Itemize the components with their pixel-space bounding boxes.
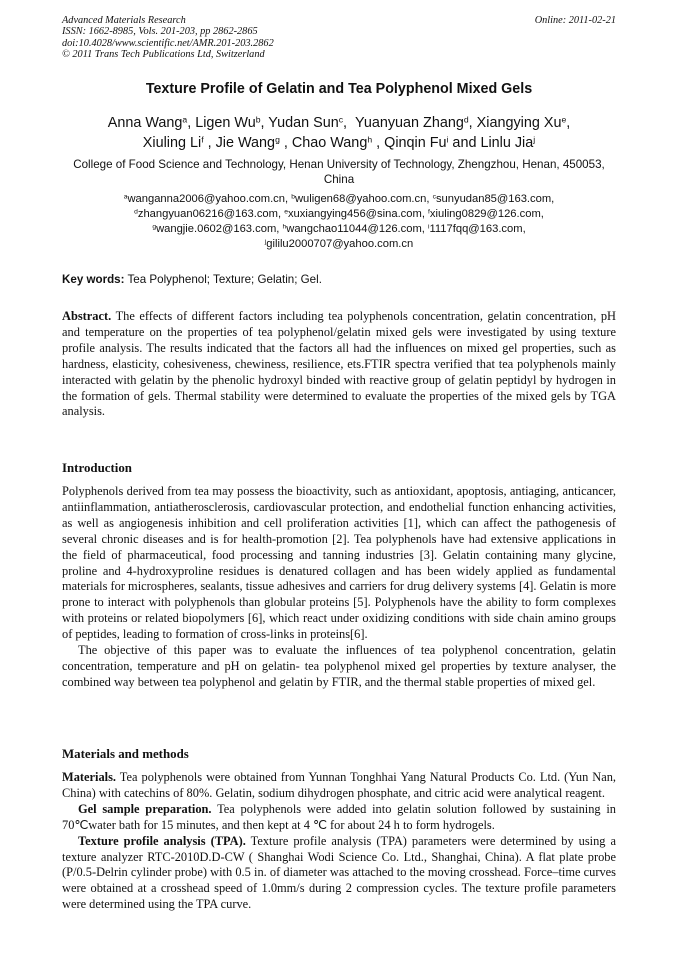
paragraph: Gel sample preparation. Tea polyphenols were added into gelatin solution followed by sustaining in 70℃water bath for 15 minutes, and then kept at 4 ℃ for about 24 h to form hydrogels. — [62, 801, 617, 832]
keywords-text: Tea Polyphenol; Texture; Gelatin; Gel. — [127, 273, 322, 286]
abstract-section — [62, 309, 616, 420]
abstract-text: The effects of different factors including tea polyphenols concentration, gelatin concentration, pH and temperature on the properties of tea polyphenol/gelatin mixed gels were investigated by using texture profile analysis. The results indicated that the factors all had the influences on mixed gel properties, such as hardness, elasticity, cohesiveness, chewiness, resilience, ets.FTIR spectra verified that tea polyphenols mainly interacted with gelatin by the phenolic hydroxyl binded with reactive group of gelatin peptidyl by hydrogen in the formation of gels. Thermal stability were determined to evaluate the properties of the mixed gels by TGA analysis. — [62, 309, 616, 419]
journal-name: Advanced Materials Research — [62, 15, 186, 26]
online-date: Online: 2011-02-21 — [534, 15, 616, 26]
keywords — [62, 273, 616, 286]
author: Chao Wang$^h$ , — [291, 134, 381, 151]
author: Jie Wang$^g$ , — [215, 134, 288, 151]
paragraph: Materials. Tea polyphenols were obtained from Yunnan Tonghhai Yang Natural Products Co. Ltd. (Yun Nan, China) with catechins of 80%. Gelatin, sodium dihydrogen phosphate, and citric acid were analytical reagent. — [62, 770, 617, 800]
publication-header — [62, 15, 616, 60]
paragraph: Polyphenols derived from tea may possess the bioactivity, such as antioxidant, apoptosis, antiaging, anticancer, antiinflammation, antiatherosclerosis, cardiovascular protection, and endothelial function enhancing activities, as well as angiogenesis inhibition and cell proliferation activities [1], which can affect the pathogenesis of several chronic diseases and is for health-promotion [2]. Tea polyphenols have had extensive applications in the field of pharmaceutical, food processing and tanning industries [3]. Gelatin containing many glycine, proline and 4-hydroxyproline residues is denatured collagen and has been widely applied as fundamental materials for microspheres, sealants, tissue adhesives and carriers for drug delivery systems [4]. Gelatin is more prone to interact with polyphenols than globular proteins [5]. Polyphenols have the ability to form complexes with proteins or related biopolymers [6], which react under oxidizing conditions with side chain amino groups of peptides, leading to formation of cross-links in proteins[6]. — [62, 484, 616, 642]
email: $^g$wangjie.0602@163.com, — [152, 222, 283, 235]
affiliation: College of Food Science and Technology, Henan University of Technology, Zhengzhou, Henan, 450053, China — [73, 158, 605, 186]
paragraph: The objective of this paper was to evaluate the influences of tea polyphenol concentration, gelatin concentration, temperature and pH on gelatin- tea polyphenol mixed gel properties by texture analyser, the combined way between tea polyphenol and gelatin by FTIR, and the thermal stable properties of mixed gel. — [62, 643, 616, 689]
issn-line: ISSN: 1662-8985, Vols. 201-203, pp 2862-2865 — [62, 26, 258, 38]
abstract-paragraph — [62, 309, 616, 420]
author: Linlu Jia$^j$ — [480, 134, 536, 151]
author: Yudan Sun$^c$, — [268, 114, 348, 131]
author: Qinqin Fu$^i$ — [384, 134, 449, 151]
author: Xiuling Li$^f$ , — [142, 134, 212, 151]
runin-heading: Materials. — [62, 770, 117, 784]
email: $^c$sunyudan85@163.com, — [432, 193, 555, 205]
introduction-section — [62, 461, 616, 691]
author: Yuanyuan Zhang$^d$, — [355, 114, 473, 131]
paragraph: Texture profile analysis (TPA). Texture profile analysis (TPA) parameters were determined by using a texture analyzer RTC-2010D.D-CW ( Shanghai Wodi Science Co. Ltd., Shanghai, China). A flat plate probe (P/0.5-Delrin cylinder probe) with 0.5 in. of diameter was attached to the moving crosshead. Force–time curves were obtained at a crosshead speed of 1.0mm/s during 2 compression cycles. The texture profile parameters were determined using the TPA curve. — [62, 833, 617, 912]
email: $^e$xuxiangying456@sina.com, — [284, 207, 429, 220]
section-heading: Materials and methods — [62, 747, 189, 761]
author: Ligen Wu$^b$, — [195, 114, 265, 131]
section-heading: Introduction — [62, 461, 132, 475]
runin-heading: Gel sample preparation. — [78, 801, 212, 816]
email: $^i$1117fqq@163.com, — [428, 222, 526, 235]
author: Anna Wang$^a$, — [107, 114, 192, 131]
email: $^a$wanganna2006@yahoo.com.cn, — [123, 193, 292, 205]
keywords-label: Key words: — [62, 273, 125, 286]
paper-title: Texture Profile of Gelatin and Tea Polyphenol Mixed Gels — [145, 81, 533, 97]
email: $^j$gililu2000707@yahoo.com.cn — [264, 237, 414, 250]
copyright-line: © 2011 Trans Tech Publications Ltd, Switzerland — [62, 48, 265, 60]
email-list — [62, 192, 616, 252]
methods-section — [62, 747, 616, 913]
email: $^b$wuligen68@yahoo.com.cn, — [291, 193, 433, 205]
email: $^h$wangchao11044@126.com, — [282, 222, 429, 235]
runin-heading: Texture profile analysis (TPA). — [78, 833, 246, 848]
email: $^f$xiuling0829@126.com, — [428, 207, 544, 220]
author-list: Anna Wang$^a$, Ligen Wu$^b$, Yudan Sun$^c$, Yuanyuan Zhang$^d$, Xiangying Xu$^e$, Xiuling Li$^f$ , Jie Wang$^g$ , Chao Wang$^h$ , Qinqin Fu$^i$ and Linlu Jia$^j$ — [107, 114, 571, 151]
doi-line: doi:10.4028/www.scientific.net/AMR.201-203.2862 — [62, 37, 274, 49]
author: Xiangying Xu$^e$, — [476, 114, 571, 131]
abstract-label: Abstract. — [62, 309, 112, 323]
email: $^d$zhangyuan06216@163.com, — [134, 207, 285, 220]
